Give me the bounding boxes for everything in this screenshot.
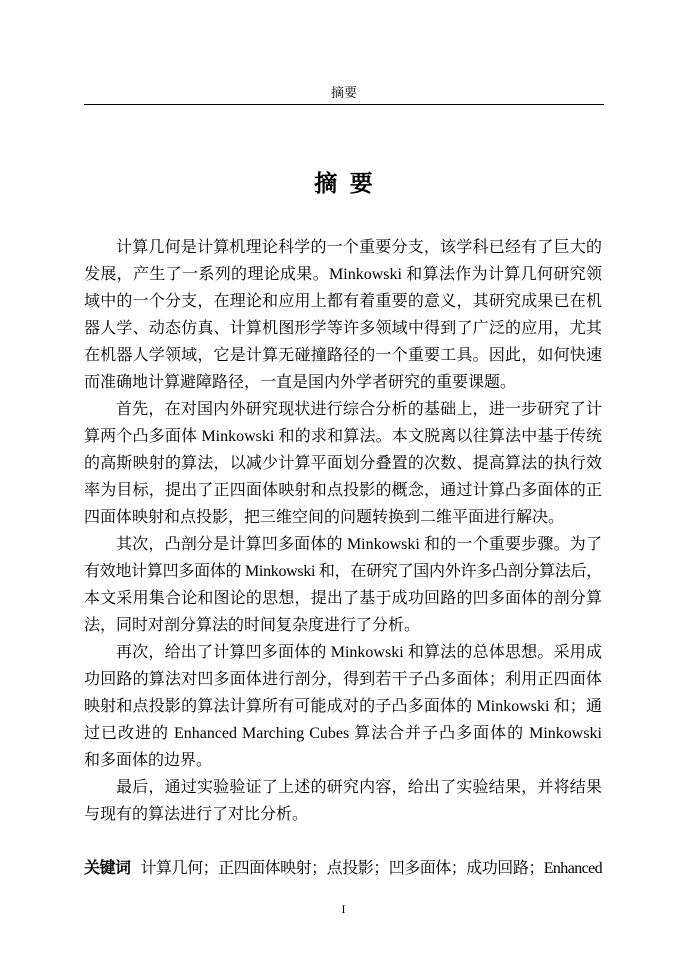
header-rule: [84, 104, 604, 105]
abstract-line: 首先，在对国内外研究现状进行综合分析的基础上，进一步研究了计: [116, 401, 602, 418]
abstract-line: 法，同时对剖分算法的时间复杂度进行了分析。: [84, 617, 421, 634]
keywords-label: 关键词: [84, 860, 131, 877]
abstract-line: 和多面体的边界。: [84, 752, 213, 769]
running-header: 摘要: [330, 85, 357, 100]
keywords-text: 计算几何；正四面体映射；点投影；凹多面体；成功回路；Enhanced: [140, 860, 603, 877]
page-title: 摘 要: [314, 170, 373, 196]
abstract-line: 过已改进的 Enhanced Marching Cubes 算法合并子凸多面体的 Minkowski: [84, 725, 602, 742]
abstract-paragraph: [84, 639, 602, 774]
abstract-line: 最后，通过实验验证了上述的研究内容，给出了实验结果，并将结果: [116, 779, 602, 796]
abstract-line: 发展，产生了一系列的理论成果。Minkowski 和算法作为计算几何研究领: [84, 266, 602, 283]
abstract-line: 器人学、动态仿真、计算机图形学等许多领域中得到了广泛的应用，尤其: [84, 320, 602, 337]
blank-line: [84, 828, 602, 855]
abstract-paragraph: [84, 774, 602, 828]
abstract-line: 其次，凸剖分是计算凹多面体的 Minkowski 和的一个重要步骤。为了: [116, 536, 602, 553]
abstract-line: 算两个凸多面体 Minkowski 和的求和算法。本文脱离以往算法中基于传统: [84, 428, 602, 445]
abstract-line: 域中的一个分支，在理论和应用上都有着重要的意义，其研究成果已在机: [84, 293, 602, 310]
abstract-line: 映射和点投影的算法计算所有可能成对的子凸多面体的 Minkowski 和；通: [84, 698, 602, 715]
abstract-line: 本文采用集合论和图论的思想，提出了基于成功回路的凹多面体的剖分算: [84, 590, 602, 607]
abstract-line: 功回路的算法对凹多面体进行剖分，得到若干子凸多面体；利用正四面体: [84, 671, 602, 688]
abstract-line: 计算几何是计算机理论科学的一个重要分支，该学科已经有了巨大的: [116, 239, 602, 256]
abstract-line: 在机器人学领域，它是计算无碰撞路径的一个重要工具。因此，如何快速: [84, 347, 602, 364]
abstract-line: 率为目标，提出了正四面体映射和点投影的概念，通过计算凸多面体的正: [84, 482, 602, 499]
abstract-body: [84, 234, 602, 882]
keywords-line: [84, 855, 602, 882]
abstract-line: 而准确地计算避障路径，一直是国内外学者研究的重要课题。: [84, 374, 517, 391]
abstract-line: 再次，给出了计算凹多面体的 Minkowski 和算法的总体思想。采用成: [116, 644, 602, 661]
abstract-paragraph: [84, 531, 602, 639]
abstract-line: 四面体映射和点投影，把三维空间的问题转换到二维平面进行解决。: [84, 509, 565, 526]
abstract-paragraph: [84, 396, 602, 531]
abstract-line: 的高斯映射的算法，以减少计算平面划分叠置的次数、提高算法的执行效: [84, 455, 602, 472]
page-number: I: [341, 902, 346, 916]
abstract-line: 有效地计算凹多面体的 Minkowski 和，在研究了国内外许多凸剖分算法后，: [84, 563, 602, 580]
abstract-paragraph: [84, 234, 602, 396]
abstract-line: 与现有的算法进行了对比分析。: [84, 806, 309, 823]
